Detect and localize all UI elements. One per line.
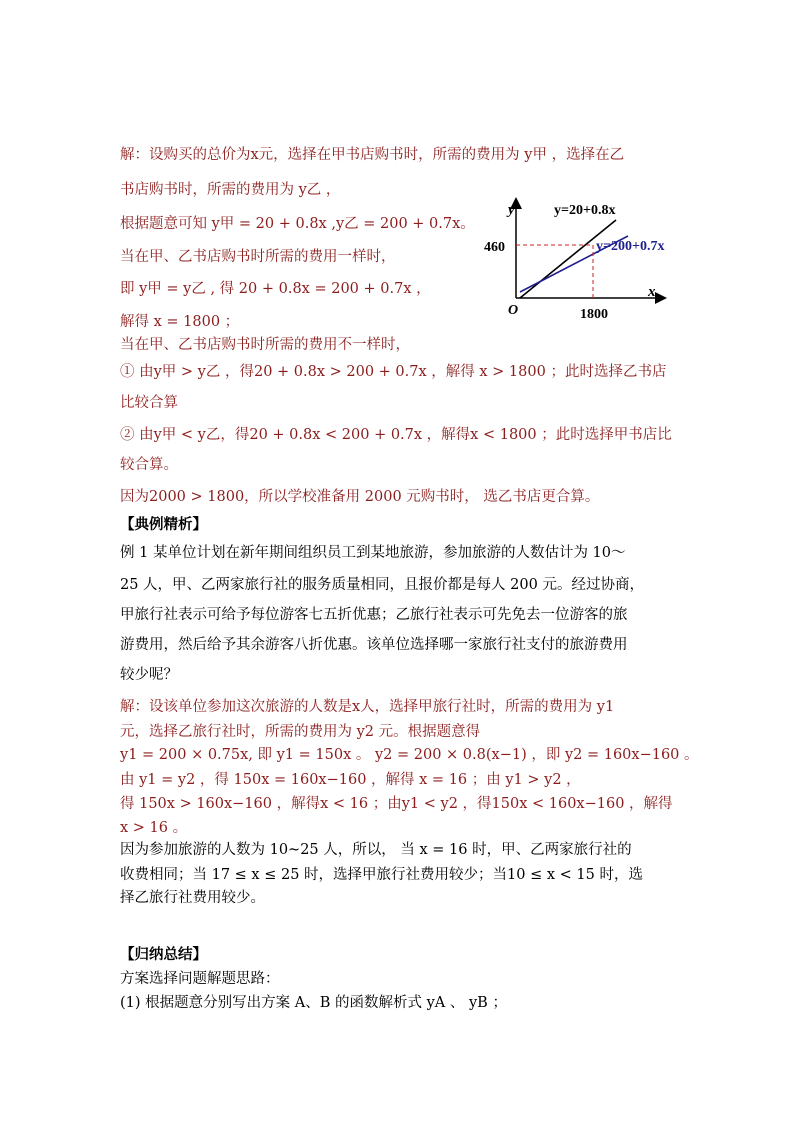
solution-line-8: ① 由y甲 > y乙 ，得20 + 0.8x > 200 + 0.7x ，解得 x > 1800 ；此时选择乙书店 <box>120 364 667 380</box>
origin-label: O <box>508 303 519 318</box>
solution-line-1: 解：设购买的总价为x元，选择在甲书店购书时，所需的费用为 y甲 ，选择在乙 <box>120 147 625 163</box>
solution-line-7: 当在甲、乙书店购书时所需的费用不一样时， <box>120 337 410 353</box>
summary-line-2: (1) 根据题意分别写出方案 A、B 的函数解析式 yA 、 yB ； <box>120 995 507 1011</box>
x-tick-label: 1800 <box>580 307 608 322</box>
y-tick-label: 460 <box>484 240 505 255</box>
example-solution-line-8: 收费相同；当 17 ≤ x ≤ 25 时，选择甲旅行社费用较少；当10 ≤ x < 15 时，选 <box>120 867 643 883</box>
line1-label: y=20+0.8x <box>554 203 616 218</box>
y-axis-label: y <box>508 202 515 218</box>
solution-line-6: 解得 x = 1800 ； <box>120 314 240 330</box>
example-line-4: 游费用，然后给予其余游客八折优惠。该单位选择哪一家旅行社支付的旅游费用 <box>120 637 628 653</box>
example-solution-line-2: 元，选择乙旅行社时，所需的费用为 y2 元。根据题意得 <box>120 724 481 740</box>
example-heading: 【典例精析】 <box>120 516 207 533</box>
solution-line-5: 即 y甲 = y乙 , 得 20 + 0.8x = 200 + 0.7x ， <box>120 281 431 297</box>
cost-comparison-graph <box>482 192 682 322</box>
example-solution-line-3: y1 = 200 × 0.75x, 即 y1 = 150x 。 y2 = 200 × 0.8(x−1) ，即 y2 = 160x−160 。 <box>120 747 699 763</box>
solution-line-11: 较合算。 <box>120 457 178 473</box>
example-solution-line-7: 因为参加旅游的人数为 10~25 人，所以， 当 x = 16 时，甲、乙两家旅行社的 <box>120 842 632 858</box>
solution-line-12: 因为2000 > 1800，所以学校准备用 2000 元购书时， 选乙书店更合算。 <box>120 489 600 505</box>
line2-label: y=200+0.7x <box>596 239 665 254</box>
summary-heading: 【归纳总结】 <box>120 946 207 963</box>
line-y1 <box>520 220 616 298</box>
example-solution-line-1: 解：设该单位参加这次旅游的人数是x人，选择甲旅行社时，所需的费用为 y1 <box>120 699 615 715</box>
example-solution-line-6: x > 16 。 <box>120 820 188 836</box>
example-line-2: 25 人，甲、乙两家旅行社的服务质量相同，且报价都是每人 200 元。经过协商， <box>120 577 644 593</box>
example-line-1: 例 1 某单位计划在新年期间组织员工到某地旅游，参加旅游的人数估计为 10～ <box>120 545 626 561</box>
solution-line-4: 当在甲、乙书店购书时所需的费用一样时， <box>120 249 396 265</box>
solution-line-3: 根据题意可知 y甲 = 20 + 0.8x ,y乙 = 200 + 0.7x。 <box>120 216 475 232</box>
example-solution-line-9: 择乙旅行社费用较少。 <box>120 890 265 906</box>
x-axis-label: x <box>648 284 656 300</box>
summary-line-1: 方案选择问题解题思路： <box>120 971 280 987</box>
example-solution-line-5: 得 150x > 160x−160 ，解得x < 16 ；由y1 < y2 ，得150x < 160x−160 ，解得 <box>120 796 673 812</box>
solution-line-9: 比较合算 <box>120 395 178 411</box>
solution-line-10: ② 由y甲 < y乙，得20 + 0.8x < 200 + 0.7x ，解得x < 1800 ；此时选择甲书店比 <box>120 427 672 443</box>
example-solution-line-4: 由 y1 = y2 ，得 150x = 160x−160 ，解得 x = 16 ；由 y1 > y2 ， <box>120 772 581 788</box>
solution-line-2: 书店购书时，所需的费用为 y乙 ， <box>120 182 341 198</box>
example-line-5: 较少呢？ <box>120 667 178 683</box>
example-line-3: 甲旅行社表示可给予每位游客七五折优惠；乙旅行社表示可先免去一位游客的旅 <box>120 607 628 623</box>
